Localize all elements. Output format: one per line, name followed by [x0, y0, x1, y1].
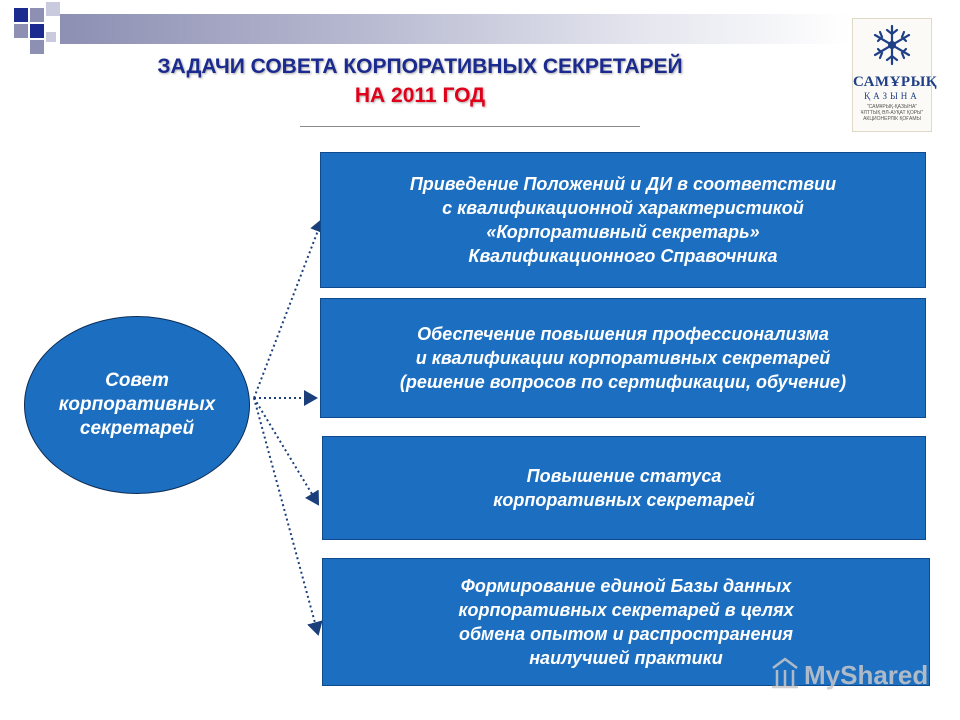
logo-fine-line: АКЦИОНЕРЛІК ҚОҒАМЫ [863, 116, 921, 122]
task-line: корпоративных секретарей [493, 490, 755, 510]
task-line: и квалификации корпоративных секретарей [415, 348, 831, 368]
task-line: Приведение Положений и ДИ в соответствии [409, 174, 837, 194]
council-label-line: корпоративных [58, 394, 216, 415]
logo-sub-text: ҚАЗЫНА [864, 91, 920, 101]
page-subtitle-year: НА 2011 ГОД [354, 84, 486, 107]
watermark-building-icon [770, 656, 800, 690]
task-line: Повышение статуса [526, 466, 722, 486]
task-line: (решение вопросов по сертификации, обучение) [399, 372, 847, 392]
task-line: наилучшей практики [529, 648, 723, 668]
task-box-2 [320, 298, 926, 418]
council-label-line: Совет [105, 370, 169, 391]
council-node [24, 316, 250, 494]
watermark-text: MyShared [804, 660, 929, 690]
page-title: ЗАДАЧИ СОВЕТА КОРПОРАТИВНЫХ СЕКРЕТАРЕЙ [157, 55, 683, 78]
task-line: корпоративных секретарей в целях [458, 600, 794, 620]
arrow-to-task-4 [254, 398, 318, 634]
arrow-to-task-3 [254, 398, 318, 504]
task-line: обмена опытом и распространения [459, 624, 793, 644]
task-line: с квалификационной характеристикой [442, 198, 804, 218]
task-box-1 [320, 152, 926, 288]
arrow-to-task-1 [254, 220, 322, 398]
task-line: Квалификационного Справочника [468, 246, 778, 266]
task-line: «Корпоративный секретарь» [486, 222, 760, 242]
task-box-3 [322, 436, 926, 540]
task-line: Обеспечение повышения профессионализма [417, 324, 829, 344]
logo-brand-text: САМҰРЫҚ [853, 74, 938, 90]
council-label-line: секретарей [79, 418, 195, 439]
logo-fine-line: ҰЛТТЫҚ ӘЛ-АУҚАТ ҚОРЫ" [860, 110, 924, 116]
logo-fine-line: "САМҰРЫҚ-ҚАЗЫНА" [866, 104, 918, 110]
task-line: Формирование единой Базы данных [460, 576, 792, 596]
